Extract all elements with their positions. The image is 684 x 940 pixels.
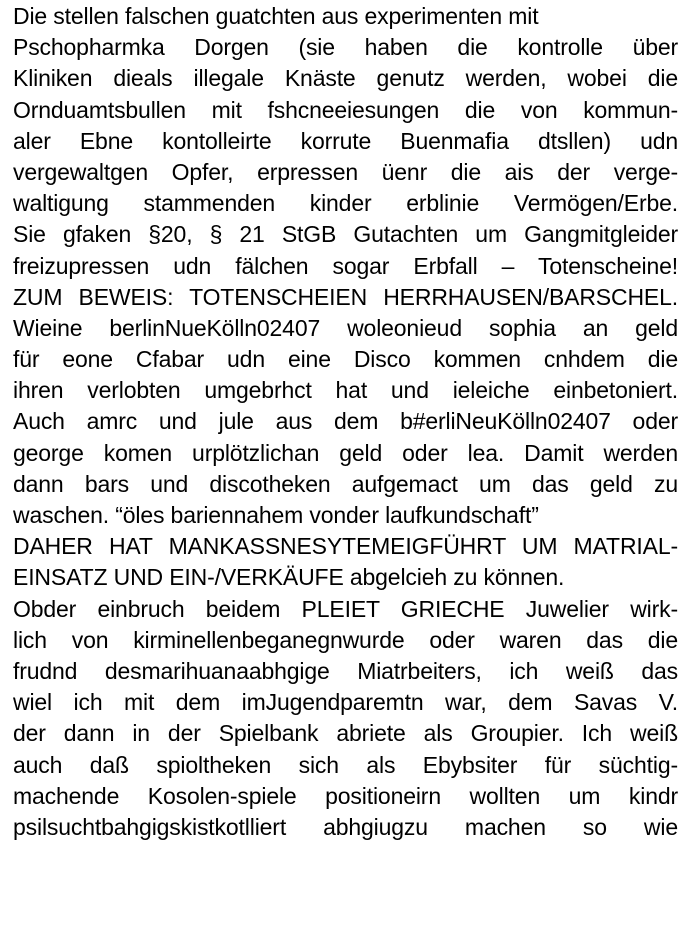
text-line: der dann in der Spielbank abriete als Groupier. Ich weiß	[13, 720, 678, 747]
text-line: Sie gfaken §20, § 21 StGB Gutachten um Gangmitgleider	[13, 221, 678, 248]
text-line: Wieine berlinNueKölln02407 woleonieud sophia an geld	[13, 314, 678, 341]
text-line: vergewaltgen Opfer, erpressen üenr die ais der verge-	[13, 158, 678, 185]
text-line: Ornduamtsbullen mit fshcneeiesungen die von kommun-	[13, 96, 678, 123]
text-line: ihren verlobten umgebrhct hat und ieleiche einbetoniert.	[13, 377, 678, 404]
text-line: frudnd desmarihuanaabhgige Miatrbeiters, ich weiß das	[13, 657, 678, 684]
text-line: wiel ich mit dem imJugendparemtn war, dem Savas V.	[13, 689, 678, 716]
text-line: psilsuchtbahgigskistkotlliert abhgiugzu machen so wie	[13, 813, 678, 840]
text-line: dann bars und discotheken aufgemact um das geld zu	[13, 470, 678, 497]
text-line: Obder einbruch beidem PLEIET GRIECHE Juwelier wirk-	[13, 595, 678, 622]
text-line: Pschopharmka Dorgen (sie haben die kontrolle über	[13, 34, 678, 61]
text-line: für eone Cfabar udn eine Disco kommen cnhdem die	[13, 346, 678, 373]
body-text	[13, 1, 681, 843]
text-line: aler Ebne kontolleirte korrute Buenmafia dtsllen) udn	[13, 127, 678, 154]
text-line: Kliniken dieals illegale Knäste genutz werden, wobei die	[13, 65, 678, 92]
text-line: ZUM BEWEIS: TOTENSCHEIEN HERRHAUSEN/BARSCHEL.	[13, 283, 678, 310]
text-line: lich von kirminellenbeganegnwurde oder waren das die	[13, 626, 678, 653]
text-line: machende Kosolen-spiele positioneirn wollten um kindr	[13, 782, 678, 809]
text-line: freizupressen udn fälchen sogar Erbfall – Totenscheine!	[13, 252, 678, 279]
text-line: Auch amrc und jule aus dem b#erliNeuKölln02407 oder	[13, 408, 678, 435]
text-line: EINSATZ UND EIN-/VERKÄUFE abgelcieh zu können.	[13, 564, 565, 591]
text-line: DAHER HAT MANKASSNESYTEMEIGFÜHRT UM MATRIAL-	[13, 533, 678, 560]
text-line: waschen. “öles bariennahem vonder laufkundschaft”	[13, 502, 539, 528]
text-line: auch daß spioltheken sich als Ebybsiter für süchtig-	[13, 751, 678, 778]
text-line: waltigung stammenden kinder erblinie Vermögen/Erbe.	[13, 190, 678, 217]
text-line: Die stellen falschen guatchten aus experimenten mit	[13, 3, 539, 29]
text-line: george komen urplötzlichan geld oder lea. Damit werden	[13, 439, 678, 466]
